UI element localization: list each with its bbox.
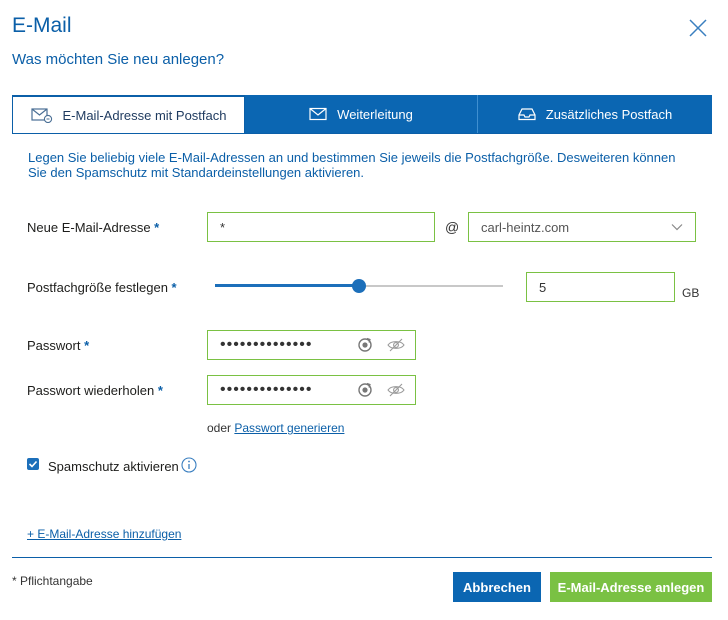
close-icon [686, 16, 710, 40]
mailbox-envelope-icon [31, 107, 53, 123]
password-repeat-input[interactable]: •••••••••••••• [207, 375, 416, 405]
info-button[interactable] [181, 457, 197, 473]
email-local-part-input[interactable]: * [207, 212, 435, 242]
required-mark: * [154, 220, 160, 235]
cancel-button[interactable]: Abbrechen [453, 572, 541, 602]
eye-hidden-icon[interactable] [387, 337, 405, 353]
intro-text: Legen Sie beliebig viele E-Mail-Adressen an und bestimmen Sie jeweils die Postfachgröße. Desweiteren können Sie den Spamschutz mit Standardeinstellungen aktivieren. [28, 150, 676, 180]
required-mark: * [157, 383, 163, 398]
close-button[interactable] [686, 16, 710, 40]
password-input[interactable]: •••••••••••••• [207, 330, 416, 360]
generate-password-link[interactable]: Passwort generieren [234, 421, 345, 435]
chevron-down-icon [671, 223, 683, 231]
tab-bar [12, 95, 712, 133]
size-slider-fill [215, 284, 359, 287]
inbox-tray-icon [518, 107, 536, 121]
tab-label: Weiterleitung [337, 106, 413, 122]
tab-forwarding[interactable] [245, 95, 478, 133]
required-mark: * [171, 280, 177, 295]
size-unit: GB [682, 286, 700, 300]
at-sign: @ [445, 219, 460, 235]
domain-value: carl-heintz.com [481, 219, 570, 235]
mailbox-size-label: Postfachgröße festlegen * [27, 280, 177, 295]
tab-additional-mailbox[interactable] [478, 95, 712, 133]
footer-divider [12, 557, 712, 558]
spam-protection-checkbox[interactable] [27, 458, 39, 470]
spam-protection-label: Spamschutz aktivieren [48, 459, 179, 474]
info-icon [181, 457, 197, 473]
tab-divider [12, 133, 712, 134]
tab-label: Zusätzliches Postfach [545, 106, 673, 122]
password-label: Passwort * [27, 338, 90, 353]
add-email-address-link[interactable]: + E-Mail-Adresse hinzufügen [27, 527, 182, 541]
dialog-subtitle: Was möchten Sie neu anlegen? [12, 51, 225, 68]
generate-password-icon[interactable] [357, 382, 373, 398]
tab-label: E-Mail-Adresse mit Postfach [62, 107, 227, 123]
generate-password-row: oder Passwort generieren [207, 421, 345, 435]
password-repeat-label: Passwort wiederholen * [27, 383, 163, 398]
email-label: Neue E-Mail-Adresse * [27, 220, 160, 235]
tab-email-with-mailbox[interactable] [12, 95, 245, 133]
generate-password-icon[interactable] [357, 337, 373, 353]
create-email-address-button[interactable]: E-Mail-Adresse anlegen [550, 572, 712, 602]
mailbox-size-input[interactable]: 5 [526, 272, 675, 302]
checkmark-icon [28, 459, 38, 469]
required-note: * Pflichtangabe [12, 574, 93, 588]
envelope-icon [309, 107, 327, 121]
eye-hidden-icon[interactable] [387, 382, 405, 398]
required-mark: * [84, 338, 90, 353]
size-slider-handle[interactable] [352, 279, 366, 293]
domain-select[interactable] [468, 212, 696, 242]
dialog-title: E-Mail [12, 14, 72, 37]
